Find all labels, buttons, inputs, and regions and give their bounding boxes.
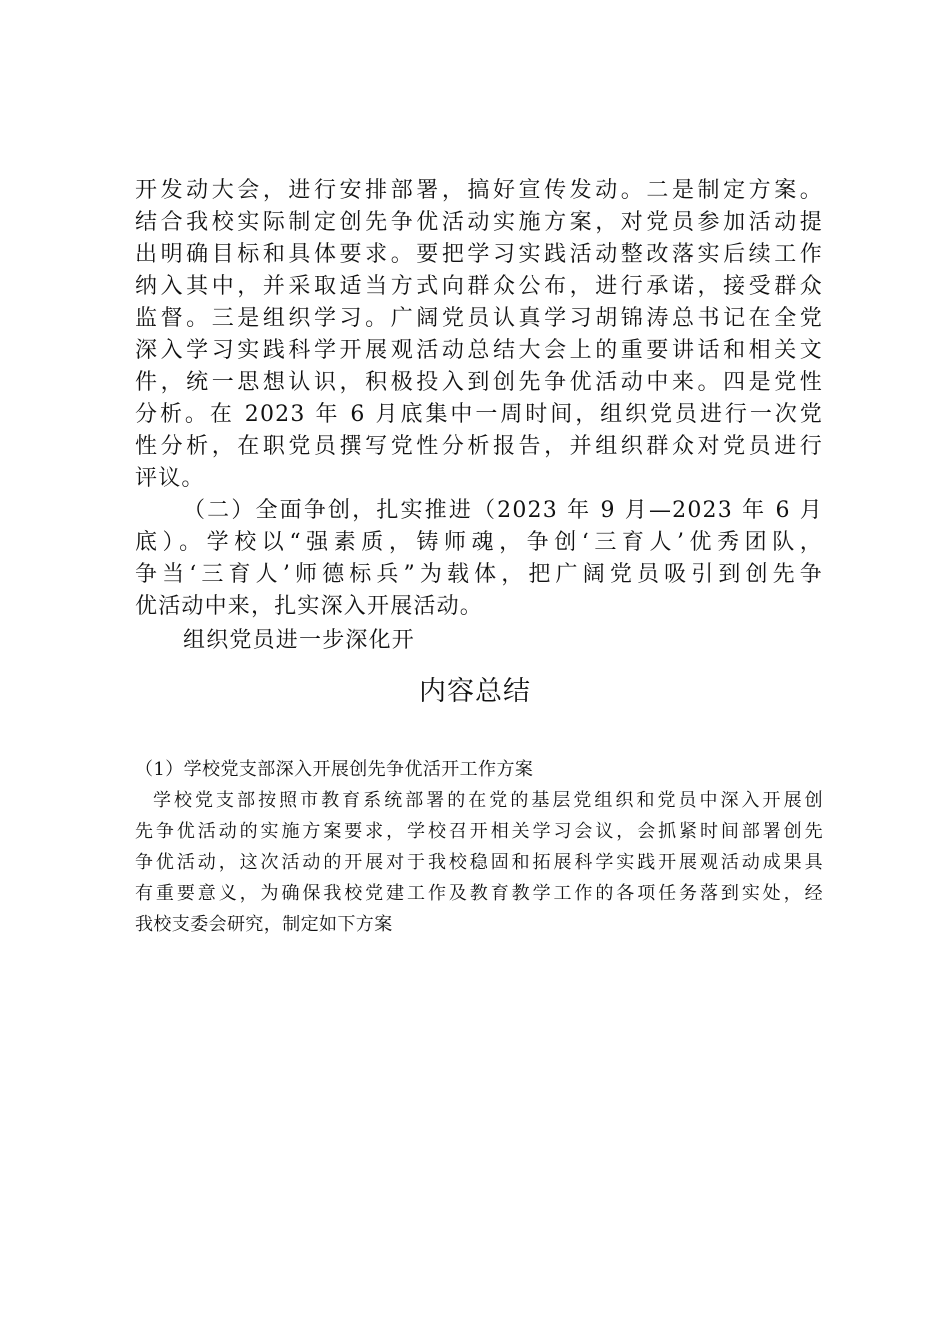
summary-line: 学校党支部按照市教育系统部署的在党的基层党组织和党员中深入开展创 bbox=[153, 790, 823, 811]
body-line: 结合我校实际制定创先争优活动实施方案，对党员参加活动提 bbox=[135, 210, 823, 235]
body-line: 争当‘三育人’师德标兵”为载体，把广阔党员吸引到创先争 bbox=[135, 562, 823, 587]
body-line: 性分析，在职党员撰写党性分析报告，并组织群众对党员进行 bbox=[135, 434, 823, 459]
body-line: 优活动中来，扎实深入开展活动。 bbox=[135, 594, 484, 619]
body-line: 监督。三是组织学习。广阔党员认真学习胡锦涛总书记在全党 bbox=[135, 306, 823, 331]
section-heading-line: （二）全面争创，扎实推进（2023 年 9 月—2023 年 6 月 bbox=[183, 498, 823, 523]
body-line: 出明确目标和具体要求。要把学习实践活动整改落实后续工作 bbox=[135, 242, 823, 267]
body-line: 深入学习实践科学开展观活动总结大会上的重要讲话和相关文 bbox=[135, 338, 823, 363]
body-line: 纳入其中，并采取适当方式向群众公布，进行承诺，接受群众 bbox=[135, 274, 823, 299]
body-line: 分析。在 2023 年 6 月底集中一周时间，组织党员进行一次党 bbox=[135, 402, 823, 427]
summary-line: 争优活动，这次活动的开展对于我校稳固和拓展科学实践开展观活动成果具 bbox=[135, 852, 823, 873]
summary-line: 我校支委会研究，制定如下方案 bbox=[135, 914, 393, 935]
summary-title: （1）学校党支部深入开展创先争优活开工作方案 bbox=[135, 759, 534, 780]
summary-line: 有重要意义，为确保我校党建工作及教育教学工作的各项任务落到实处，经 bbox=[135, 883, 823, 904]
body-line: 组织党员进一步深化开 bbox=[183, 628, 416, 653]
body-line: 底）。学校以“强素质，铸师魂，争创‘三育人’优秀团队， bbox=[135, 530, 823, 555]
body-line: 开发动大会，进行安排部署，搞好宣传发动。二是制定方案。 bbox=[135, 178, 823, 203]
body-line: 件，统一思想认识，积极投入到创先争优活动中来。四是党性 bbox=[135, 370, 823, 395]
summary-line: 先争优活动的实施方案要求，学校召开相关学习会议，会抓紧时间部署创先 bbox=[135, 821, 823, 842]
summary-heading: 内容总结 bbox=[419, 676, 531, 707]
body-line: 评议。 bbox=[135, 466, 205, 491]
